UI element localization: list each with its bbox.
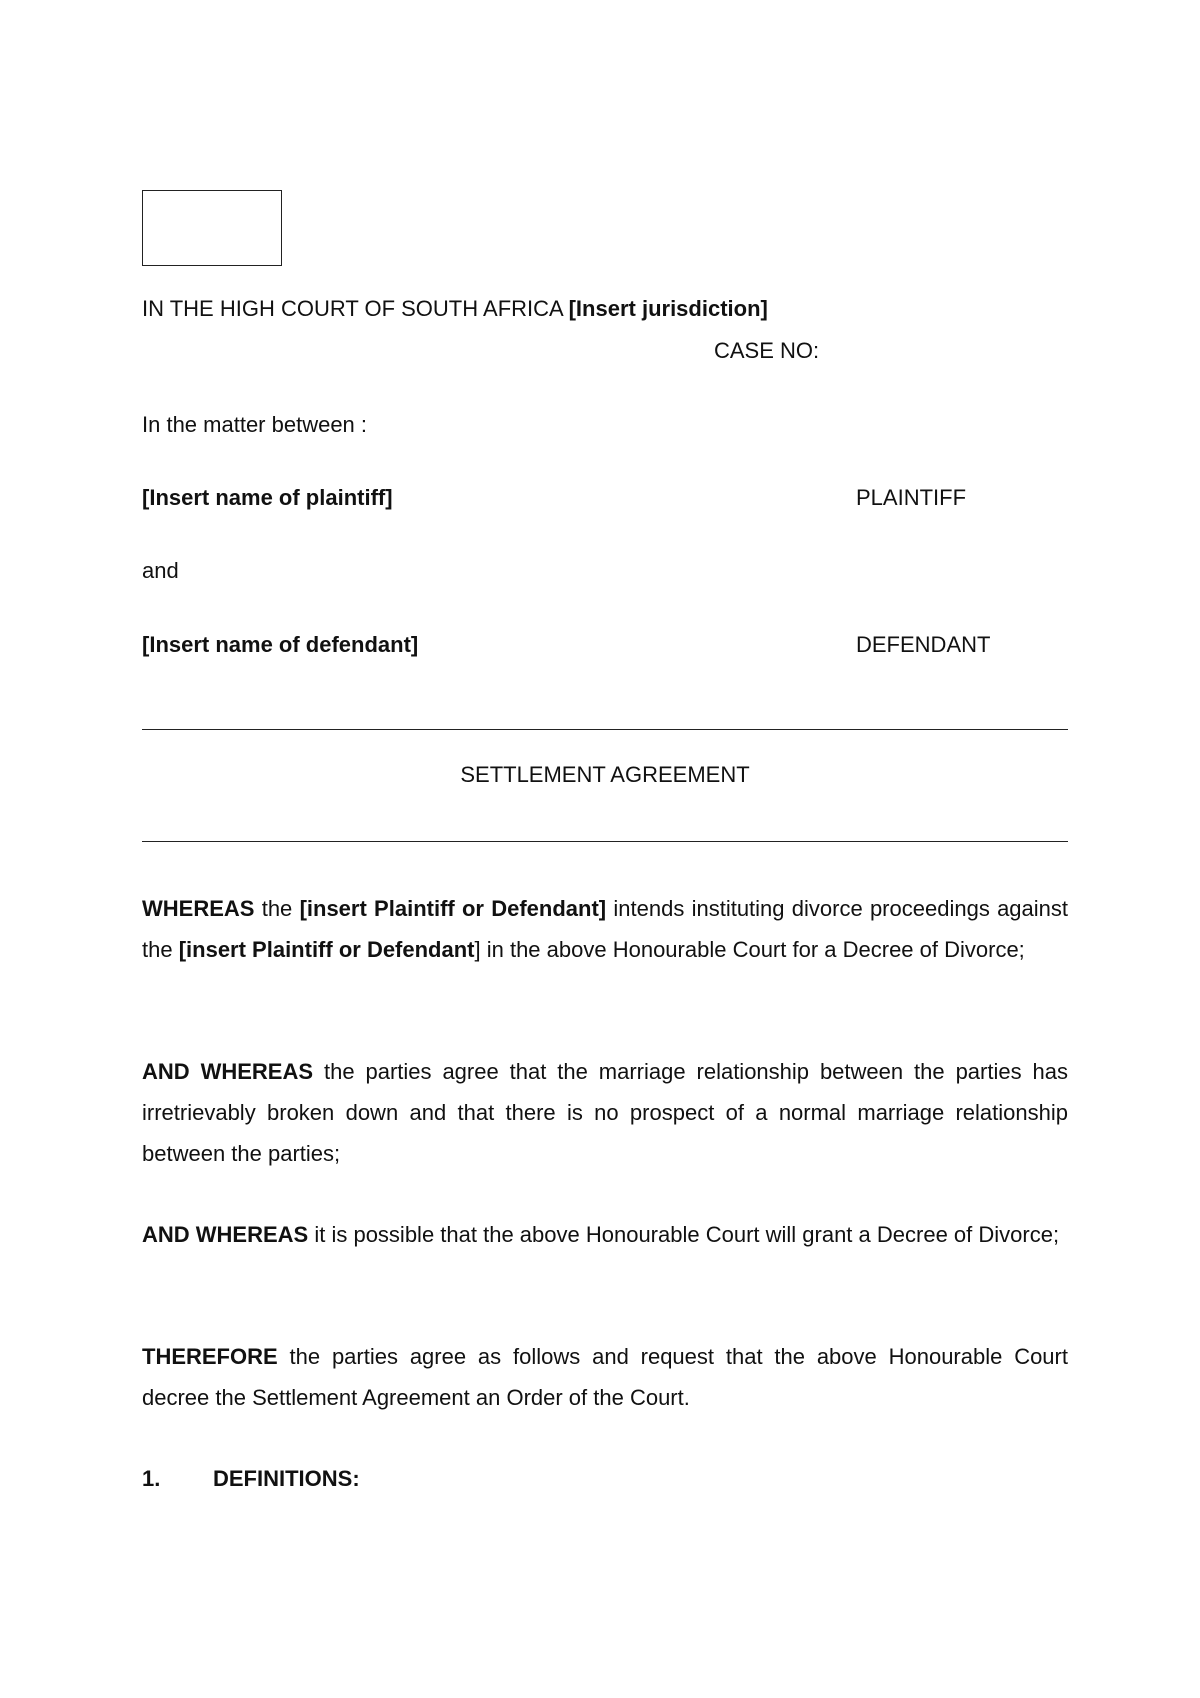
- recital-2-lead: AND WHEREAS: [142, 1059, 314, 1084]
- recital-2-text: the parties agree that the marriage relationship between the parties has irretrievably broken down and that there is no prospect of a normal marriage relationship between the parties;: [142, 1059, 1068, 1166]
- recital-1-placeholder-b: [insert Plaintiff or Defendant: [178, 937, 475, 962]
- recital-1-text-b: intends instituting divorce proceedings against the: [142, 896, 1069, 962]
- document-title: SETTLEMENT AGREEMENT: [460, 762, 750, 787]
- plaintiff-role: PLAINTIFF: [856, 485, 967, 510]
- recital-3-text: it is possible that the above Honourable Court will grant a Decree of Divorce;: [308, 1222, 1060, 1247]
- recital-4-lead: THEREFORE: [142, 1344, 278, 1369]
- recital-3-lead: AND WHEREAS: [142, 1222, 309, 1247]
- plaintiff-name: [Insert name of plaintiff]: [142, 485, 393, 510]
- recital-1-text-c: ] in the above Honourable Court for a Decree of Divorce;: [474, 937, 1025, 962]
- defendant-name: [Insert name of defendant]: [142, 632, 419, 657]
- title-rule-bottom: [142, 841, 1068, 842]
- recital-3: [142, 1214, 1068, 1255]
- court-jurisdiction: [Insert jurisdiction]: [568, 296, 768, 321]
- court-heading: [142, 296, 768, 322]
- recital-4: [142, 1336, 1068, 1418]
- section-1-number: 1.: [142, 1466, 161, 1491]
- recital-1-lead: WHEREAS: [142, 896, 255, 921]
- recital-2: [142, 1051, 1068, 1174]
- recital-1: [142, 888, 1068, 970]
- stamp-box: [142, 190, 282, 266]
- section-1-heading: DEFINITIONS:: [213, 1466, 360, 1491]
- party-conjunction: and: [142, 558, 179, 583]
- recital-4-text: the parties agree as follows and request that the above Honourable Court decree the Settlement Agreement an Order of the Court.: [142, 1344, 1068, 1410]
- recital-1-text-a: the: [254, 896, 300, 921]
- case-number-label: CASE NO:: [714, 338, 820, 363]
- recital-1-placeholder-a: [insert Plaintiff or Defendant]: [299, 896, 607, 921]
- defendant-role: DEFENDANT: [856, 632, 991, 657]
- title-rule-top: [142, 729, 1068, 730]
- matter-intro: In the matter between :: [142, 412, 368, 437]
- court-prefix: IN THE HIGH COURT OF SOUTH AFRICA: [142, 296, 569, 321]
